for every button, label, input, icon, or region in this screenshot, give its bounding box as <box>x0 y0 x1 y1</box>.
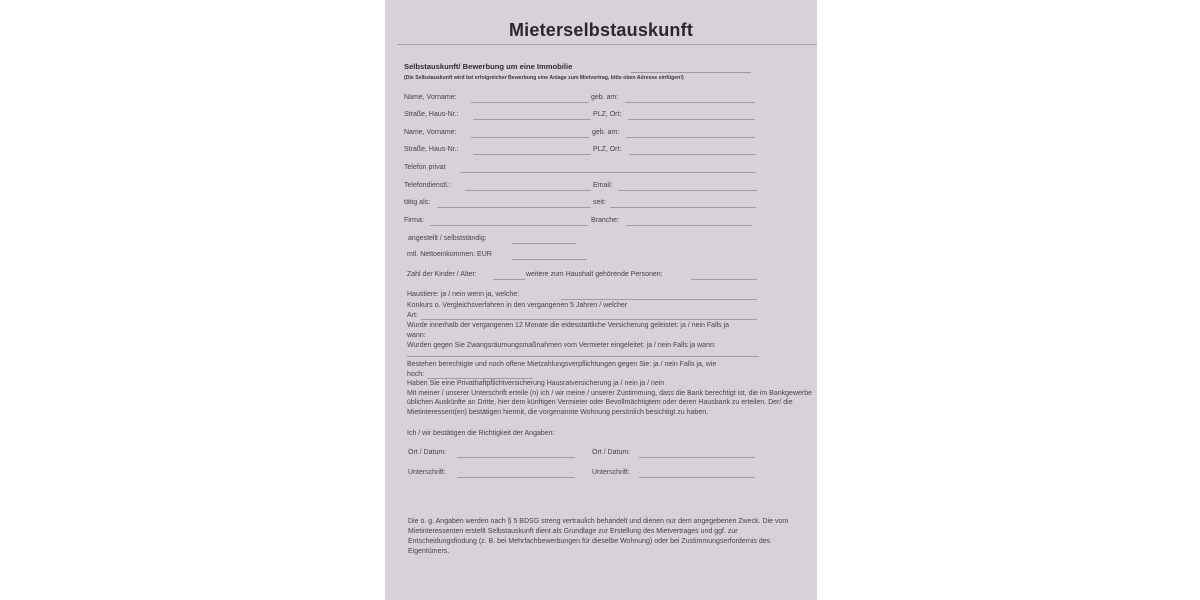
label-seit: seit: <box>593 199 606 206</box>
field-ort-datum-1[interactable] <box>457 457 575 458</box>
label-telefon-dienstl: Telefondienstl.: <box>404 182 451 189</box>
label-ort-datum-2: Ort / Datum: <box>592 449 631 456</box>
label-einkommen: mtl. Nettoeinkommen: EUR <box>407 251 492 258</box>
form-title: Mieterselbstauskunft <box>508 20 694 40</box>
field-taetig-als[interactable] <box>437 207 591 208</box>
heading-address-blank <box>631 72 751 73</box>
label-plz-2: PLZ, Ort: <box>593 146 622 153</box>
label-personen: weitere zum Haushalt gehörende Personen: <box>526 271 663 278</box>
field-personen[interactable] <box>691 279 757 280</box>
label-telefon-privat: Telefon privat <box>404 164 446 171</box>
label-plz-1: PLZ, Ort: <box>593 111 622 118</box>
title-divider <box>397 44 817 45</box>
label-hoch: hoch: <box>407 371 425 378</box>
field-unterschrift-1[interactable] <box>457 477 575 478</box>
field-strasse-1[interactable] <box>473 119 591 120</box>
field-geb-1[interactable] <box>625 102 755 103</box>
field-art[interactable] <box>421 319 757 320</box>
form-heading: Selbstauskunft/ Bewerbung um eine Immobilie <box>404 62 573 71</box>
label-taetig-als: tätig als: <box>404 199 431 206</box>
field-seit[interactable] <box>610 207 756 208</box>
field-ort-datum-2[interactable] <box>639 457 755 458</box>
label-ort-datum-1: Ort / Datum: <box>408 449 447 456</box>
label-art: Art: <box>407 312 418 319</box>
form-page <box>385 0 817 600</box>
label-email: Email: <box>593 182 613 189</box>
consent-paragraph: Mit meiner / unserer Unterschrift erteile (n) ich / wir meine / unserer Zustimmung, dass die Bank berechtigt ist, die im Bankgewerbe üblichen Auskünfte an Dritte, hier dem künftigen Vermieter oder Bevollmächtigtem oder deren Hausbank zu erteilen. Der/ die Mietinteressent(en) bestätigen hiermit, die vorgenannte Wohnung persönlich besichtigt zu haben. <box>407 390 812 416</box>
label-wann: wann: <box>407 332 426 339</box>
field-kinder[interactable] <box>493 279 525 280</box>
field-haustiere[interactable] <box>561 299 757 300</box>
label-geb-2: geb. am: <box>592 129 620 136</box>
question-haftpflicht: Haben Sie eine Privathaftpflichtversicherung Hausratversicherung ja / nein ja / nein <box>407 380 665 387</box>
label-haustiere: Haustiere: ja / nein wenn ja, welche: <box>407 291 520 298</box>
field-firma[interactable] <box>430 225 588 226</box>
label-kinder: Zahl der Kinder / Alter: <box>407 271 477 278</box>
label-angestellt: angestellt / selbstständig: <box>408 235 487 242</box>
field-email[interactable] <box>618 190 757 191</box>
field-angestellt[interactable] <box>512 243 576 244</box>
field-telefon-privat[interactable] <box>460 172 756 173</box>
label-strasse-2: Straße, Haus-Nr.: <box>404 146 459 153</box>
label-unterschrift-1: Unterschrift: <box>408 469 446 476</box>
field-plz-2[interactable] <box>629 154 756 155</box>
label-name-1: Name, Vorname: <box>404 94 457 101</box>
field-strasse-2[interactable] <box>473 154 591 155</box>
label-branche: Branche: <box>591 217 620 224</box>
field-name-1[interactable] <box>471 102 589 103</box>
question-mietzahlung: Bestehen berechtigte und noch offene Mietzahlungsverpflichtungen gegen Sie: ja / nein Falls ja, wie <box>407 361 717 368</box>
form-note: (Die Selbstauskunft wird bei erfolgreicher Bewerbung eine Anlage zum Mietvertrag, bitte oben Adresse einfügen!) <box>404 75 684 81</box>
privacy-footer: Die o. g. Angaben werden nach § 5 BDSG streng vertraulich behandelt und dienen nur dem angegebenen Zweck. Die vom Mietinteressenten erstellt Selbstauskunft dient als Grundlage zur Erstellung des Mietvertrages und ggf. zur Entscheidungsfindung (z. B. bei Mehrfachbewerbungen für dieselbe Wohnung) oder bei Zustimmungserfordernis des Eigentümers. <box>408 518 789 555</box>
label-unterschrift-2: Unterschrift: <box>592 469 630 476</box>
confirm-statement: Ich / wir bestätigen die Richtigkeit der Angaben: <box>407 430 555 437</box>
label-strasse-1: Straße, Haus-Nr.: <box>404 111 459 118</box>
field-name-2[interactable] <box>471 137 589 138</box>
field-zwangsraeumung[interactable] <box>407 356 759 357</box>
question-konkurs: Konkurs o. Vergleichsverfahren in den vergangenen 5 Jahren / welcher <box>407 302 628 309</box>
label-name-2: Name, Vorname: <box>404 129 457 136</box>
question-eidesstattlich: Wurde innerhalb der vergangenen 12 Monate die eidesstattliche Versicherung geleistet: ja / nein Falls ja <box>407 322 730 329</box>
field-telefon-dienstl[interactable] <box>465 190 591 191</box>
field-geb-2[interactable] <box>626 137 755 138</box>
field-plz-1[interactable] <box>628 119 755 120</box>
label-firma: Firma: <box>404 217 424 224</box>
field-unterschrift-2[interactable] <box>639 477 755 478</box>
label-geb-1: geb. am: <box>591 94 619 101</box>
question-zwangsraeumung: Wurden gegen Sie Zwangsräumungsmaßnahmen vom Vermieter eingeleitet: ja / nein Falls ja wann: <box>407 342 716 349</box>
field-branche[interactable] <box>626 225 752 226</box>
field-einkommen[interactable] <box>512 259 587 260</box>
